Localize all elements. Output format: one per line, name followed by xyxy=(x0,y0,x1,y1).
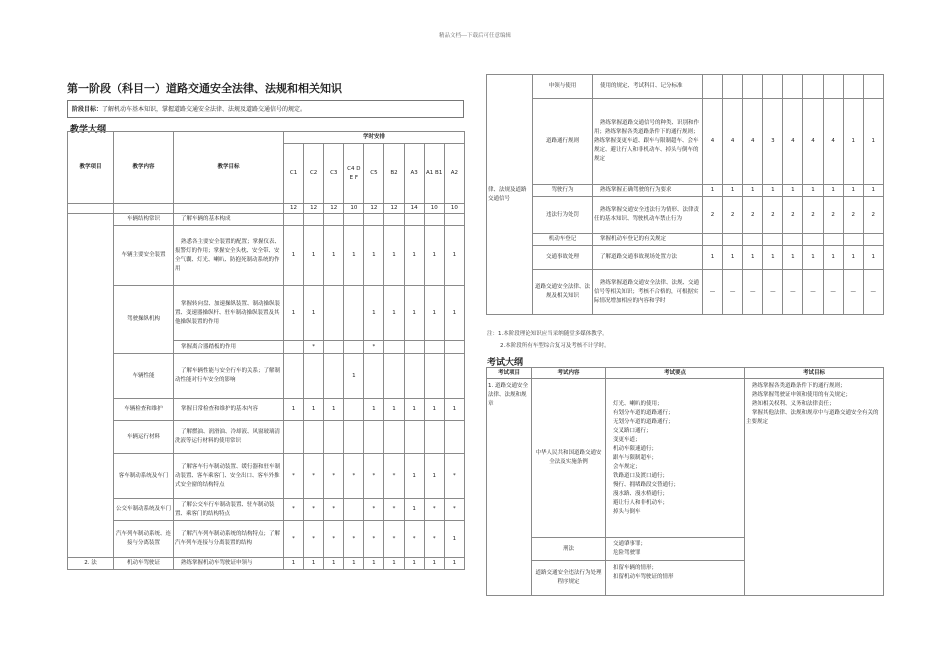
value-cell: 1 xyxy=(783,246,803,270)
class-header: C1 xyxy=(284,144,304,204)
value-cell: 1 xyxy=(763,185,783,197)
exam-header-project: 考试项目 xyxy=(487,368,532,379)
value-cell: — xyxy=(783,270,803,315)
exam-target: 熟练掌握各类道路条件下的通行规则； xyxy=(752,383,846,389)
exam-table xyxy=(486,367,884,596)
value-cell: 1 xyxy=(364,558,384,570)
value-cell: 1 xyxy=(284,399,304,421)
table-row xyxy=(487,185,884,197)
value-cell xyxy=(863,234,883,246)
value-cell: 3 xyxy=(763,99,783,185)
goal-cell: 熟练掌握机动车驾驶证申领与 xyxy=(174,558,284,570)
value-cell: 1 xyxy=(823,246,843,270)
exam-header-content: 考试内容 xyxy=(532,368,606,379)
table-row xyxy=(68,354,465,399)
value-cell xyxy=(863,75,883,99)
exam-point: 交叉路口通行； xyxy=(613,427,652,434)
value-cell: * xyxy=(304,454,324,499)
value-cell: 1 xyxy=(304,558,324,570)
syllabus-table xyxy=(67,131,465,570)
value-cell xyxy=(783,75,803,99)
value-cell: 1 xyxy=(783,185,803,197)
hours-a3: 14 xyxy=(404,204,424,214)
value-cell xyxy=(823,75,843,99)
goal-cell: 了解客车行车制动装置、缓行器和驻车制动装置、客车乘客门、安全出口、客车外推式安全窗的结构特点 xyxy=(174,454,284,499)
value-cell xyxy=(344,421,364,454)
value-cell xyxy=(384,214,404,226)
value-cell: 1 xyxy=(284,226,304,286)
value-cell xyxy=(324,354,344,399)
content-cell: 驾驶行为 xyxy=(533,185,593,197)
value-cell: 2 xyxy=(863,197,883,234)
goal-cell: 熟练掌握正确驾驶的行为要求 xyxy=(593,185,703,197)
value-cell: 4 xyxy=(723,99,743,185)
value-cell xyxy=(284,214,304,226)
value-cell: — xyxy=(843,270,863,315)
value-cell xyxy=(424,421,444,454)
exam-point: 会车规定； xyxy=(613,463,641,470)
class-header: A2 xyxy=(444,144,464,204)
value-cell: 1 xyxy=(763,246,783,270)
value-cell: 1 xyxy=(424,226,444,286)
value-cell: 1 xyxy=(324,558,344,570)
value-cell xyxy=(783,234,803,246)
value-cell: 1 xyxy=(444,521,464,558)
value-cell: 1 xyxy=(384,286,404,341)
value-cell: 1 xyxy=(384,558,404,570)
note-1: 注：1.本阶段理论知识应当采纳随堂多媒体教学。 xyxy=(487,331,608,337)
value-cell: * xyxy=(324,499,344,521)
exam-content-criminal: 刑法 xyxy=(532,538,606,561)
value-cell xyxy=(324,214,344,226)
value-cell: 1 xyxy=(404,558,424,570)
value-cell xyxy=(304,421,324,454)
exam-header-points: 考试要点 xyxy=(606,368,745,379)
value-cell: 1 xyxy=(404,399,424,421)
exam-points-law xyxy=(606,379,745,538)
content-cell: 客车制动系统及车门 xyxy=(114,454,174,499)
class-header: A3 xyxy=(404,144,424,204)
project-cell xyxy=(68,214,114,558)
exam-point: 危险驾驶罪 xyxy=(613,550,641,556)
value-cell: — xyxy=(803,270,823,315)
value-cell: 1 xyxy=(424,286,444,341)
value-cell: * xyxy=(424,521,444,558)
value-cell xyxy=(384,354,404,399)
goal-cell: 使用的规定、考试科目、记分标准 xyxy=(593,75,703,99)
exam-content-law: 中华人民共和国道路交通安全法及实施条例 xyxy=(532,379,606,538)
value-cell: * xyxy=(364,499,384,521)
value-cell: * xyxy=(304,499,324,521)
value-cell xyxy=(304,214,324,226)
value-cell xyxy=(404,354,424,399)
table-row xyxy=(68,214,465,226)
value-cell xyxy=(284,341,304,354)
value-cell: 1 xyxy=(284,286,304,341)
value-cell xyxy=(723,234,743,246)
value-cell: 4 xyxy=(703,99,723,185)
value-cell: 1 xyxy=(843,99,863,185)
exam-point: 无划分车道的道路通行； xyxy=(613,418,674,425)
hours-a2: 10 xyxy=(444,204,464,214)
value-cell: 2 xyxy=(803,197,823,234)
content-cell: 道路通行规则 xyxy=(533,99,593,185)
value-cell: 4 xyxy=(743,99,763,185)
value-cell xyxy=(803,75,823,99)
value-cell: 1 xyxy=(384,226,404,286)
hours-b2: 12 xyxy=(384,204,404,214)
page-title: 第一阶段（科目一）道路交通安全法律、法规和相关知识 xyxy=(67,82,342,95)
value-cell xyxy=(384,421,404,454)
content-cell: 车辆主要安全装置 xyxy=(114,226,174,286)
header-content: 教学内容 xyxy=(114,132,174,204)
value-cell: — xyxy=(723,270,743,315)
value-cell xyxy=(344,341,364,354)
content-cell: 机动车登记 xyxy=(533,234,593,246)
value-cell xyxy=(424,214,444,226)
value-cell: 1 xyxy=(404,286,424,341)
table-row xyxy=(68,226,465,286)
table-row xyxy=(487,234,884,246)
exam-target: 熟练掌握驾驶证申领和使用的有关规定； xyxy=(752,392,852,398)
value-cell: 1 xyxy=(424,454,444,499)
exam-target: 掌握其他法律、法规和规章中与道路交通安全有关的主要规定 xyxy=(746,410,879,425)
goal-cell: 了解公交车行车制动装置、驻车制动装置、乘客门的结构特点 xyxy=(174,499,284,521)
class-header: C2 xyxy=(304,144,324,204)
table-row xyxy=(487,246,884,270)
value-cell: — xyxy=(863,270,883,315)
value-cell: 1 xyxy=(743,246,763,270)
value-cell xyxy=(284,354,304,399)
value-cell xyxy=(843,234,863,246)
table-row xyxy=(487,99,884,185)
value-cell: 2 xyxy=(703,197,723,234)
value-cell: — xyxy=(703,270,723,315)
value-cell: 1 xyxy=(444,558,464,570)
header-hours: 学时安排 xyxy=(284,132,465,144)
value-cell xyxy=(344,286,364,341)
value-cell xyxy=(364,421,384,454)
value-cell: 1 xyxy=(344,558,364,570)
value-cell xyxy=(344,399,364,421)
content-cell: 汽车列车制动系统、连接与分离装置 xyxy=(114,521,174,558)
value-cell: 1 xyxy=(364,286,384,341)
value-cell: 1 xyxy=(743,185,763,197)
header-project: 教学项目 xyxy=(68,132,114,204)
value-cell: * xyxy=(324,454,344,499)
value-cell: 1 xyxy=(424,399,444,421)
value-cell: 1 xyxy=(723,185,743,197)
table-row xyxy=(487,270,884,315)
exam-point: 灯光、喇叭的使用； xyxy=(613,400,663,407)
value-cell xyxy=(743,75,763,99)
table-row xyxy=(487,75,884,99)
table-row xyxy=(68,286,465,341)
value-cell: 1 xyxy=(843,185,863,197)
value-cell: 1 xyxy=(384,399,404,421)
value-cell: * xyxy=(284,454,304,499)
exam-targets xyxy=(745,379,884,596)
value-cell: 1 xyxy=(863,246,883,270)
goal-cell: 掌握机动车登记的有关规定 xyxy=(593,234,703,246)
value-cell: 1 xyxy=(404,454,424,499)
exam-point: 有划分车道的道路通行； xyxy=(613,409,674,416)
content-cell: 车辆结构常识 xyxy=(114,214,174,226)
value-cell: * xyxy=(444,499,464,521)
value-cell xyxy=(444,421,464,454)
value-cell xyxy=(364,214,384,226)
value-cell xyxy=(424,354,444,399)
goal-cell: 熟悉各主要安全装置的配置；掌握仪表、报警灯的作用；掌握安全头枕、安全带、安全气囊、灯光、喇叭、防抱死制动系统的作用 xyxy=(174,226,284,286)
page-header: 精品文档---下载后可任意编辑 xyxy=(439,33,511,39)
exam-point: 铁路道口及渡口通行； xyxy=(613,472,669,479)
stage-goal-text: 了解机动车基本知识，掌握道路交通安全法律、法规及道路交通信号的规定。 xyxy=(102,106,307,113)
value-cell: 1 xyxy=(703,185,723,197)
value-cell xyxy=(743,234,763,246)
exam-point: 慢行、拥堵路段交替通行； xyxy=(613,481,680,488)
goal-cell: 了解车辆的基本构成 xyxy=(174,214,284,226)
value-cell xyxy=(823,234,843,246)
value-cell: * xyxy=(284,499,304,521)
table-row xyxy=(68,521,465,558)
goal-cell: 了解车辆性能与安全行车的关系；了解制动性能对行车安全的影响 xyxy=(174,354,284,399)
value-cell: 1 xyxy=(364,399,384,421)
stage-goal-label: 阶段目标： xyxy=(72,106,103,113)
stage-goal xyxy=(67,100,464,118)
value-cell: 1 xyxy=(803,185,823,197)
value-cell: 1 xyxy=(284,558,304,570)
project-cell: 律、法规及道路交通信号 xyxy=(487,75,533,315)
value-cell xyxy=(763,75,783,99)
hours-c1: 12 xyxy=(284,204,304,214)
goal-cell: 了解道路交通事故现场处置方法 xyxy=(593,246,703,270)
value-cell xyxy=(304,354,324,399)
value-cell: 4 xyxy=(823,99,843,185)
value-cell xyxy=(703,234,723,246)
goal-cell: 了解汽车列车制动系统的结构特点；了解汽车列车连接与分离装置的结构 xyxy=(174,521,284,558)
value-cell xyxy=(384,341,404,354)
goal-cell: 掌握日常检查和维护的基本内容 xyxy=(174,399,284,421)
value-cell xyxy=(444,341,464,354)
table-row xyxy=(68,558,465,570)
syllabus-table-continued xyxy=(486,74,884,315)
hours-c4: 10 xyxy=(344,204,364,214)
content-cell: 机动车驾驶证 xyxy=(114,558,174,570)
value-cell xyxy=(344,499,364,521)
header-goal: 教学目标 xyxy=(174,132,284,204)
value-cell: * xyxy=(344,521,364,558)
class-header: C4 D E F xyxy=(344,144,364,204)
value-cell: * xyxy=(404,521,424,558)
value-cell: 1 xyxy=(344,354,364,399)
value-cell xyxy=(284,421,304,454)
goal-cell: 熟练掌握道路交通信号的种类、识别和作用；熟练掌握各类道路条件下的通行规则；熟练掌握变更车道、跟车与限制超车、会车规定、避让行人和非机动车、掉头与倒车的规定 xyxy=(593,99,703,185)
value-cell: 2 xyxy=(783,197,803,234)
value-cell: 1 xyxy=(803,246,823,270)
table-row xyxy=(68,399,465,421)
value-cell: * xyxy=(364,521,384,558)
value-cell: 1 xyxy=(444,399,464,421)
value-cell: — xyxy=(823,270,843,315)
table-row xyxy=(68,454,465,499)
table-row xyxy=(68,421,465,454)
value-cell: 1 xyxy=(823,185,843,197)
goal-cell: 熟练掌握交通安全违法行为情形、法律责任的基本知识、驾驶机动车禁止行为 xyxy=(593,197,703,234)
table-row xyxy=(487,197,884,234)
value-cell xyxy=(763,234,783,246)
value-cell: 1 xyxy=(863,99,883,185)
hours-a1b1: 10 xyxy=(424,204,444,214)
value-cell: * xyxy=(384,454,404,499)
value-cell: * xyxy=(304,341,324,354)
exam-content-procedure: 道路交通安全违法行为处理程序规定 xyxy=(532,561,606,596)
class-header: C5 xyxy=(364,144,384,204)
hours-c2: 12 xyxy=(304,204,324,214)
exam-project: 1. 道路交通安全法律、法规和规章 xyxy=(487,379,532,596)
value-cell: * xyxy=(324,521,344,558)
goal-cell: 熟练掌握道路交通安全法律、法规、交通信号等相关知识；考核不合格的，可根据实际情况增加相应的内容和学时 xyxy=(593,270,703,315)
content-cell: 申领与使用 xyxy=(533,75,593,99)
content-cell: 违法行为处罚 xyxy=(533,197,593,234)
value-cell: * xyxy=(364,341,384,354)
value-cell: * xyxy=(444,454,464,499)
value-cell xyxy=(324,286,344,341)
content-cell: 车辆性能 xyxy=(114,354,174,399)
value-cell: — xyxy=(763,270,783,315)
project-cell: 2. 法 xyxy=(68,558,114,570)
exam-target: 熟知相关权利、义务和法律责任； xyxy=(752,401,835,407)
class-header: B2 xyxy=(384,144,404,204)
value-cell: 2 xyxy=(823,197,843,234)
value-cell: 4 xyxy=(803,99,823,185)
goal-cell: 掌握转向盘、加速操纵装置、制动操纵装置、变速器操纵杆、驻车制动操纵装置及其他操纵装置的作用 xyxy=(174,286,284,341)
value-cell: * xyxy=(344,454,364,499)
value-cell: * xyxy=(304,521,324,558)
value-cell xyxy=(703,75,723,99)
value-cell: * xyxy=(364,454,384,499)
goal-cell: 了解燃油、润滑油、冷却液、风窗玻璃清洗液等运行材料的使用常识 xyxy=(174,421,284,454)
hours-c3: 12 xyxy=(324,204,344,214)
value-cell: 1 xyxy=(304,399,324,421)
exam-points-criminal xyxy=(606,538,745,561)
syllabus-heading: 教学大纲 xyxy=(70,125,107,135)
exam-heading: 考试大纲 xyxy=(487,358,524,368)
value-cell xyxy=(324,341,344,354)
value-cell xyxy=(424,341,444,354)
value-cell: 1 xyxy=(424,558,444,570)
value-cell xyxy=(404,421,424,454)
exam-point: 掉头与倒车 xyxy=(613,508,641,515)
content-cell: 公交车制动系统及车门 xyxy=(114,499,174,521)
value-cell: * xyxy=(384,499,404,521)
content-cell: 道路交通安全法律、法规及相关知识 xyxy=(533,270,593,315)
hours-c5: 12 xyxy=(364,204,384,214)
value-cell: 2 xyxy=(723,197,743,234)
value-cell xyxy=(404,214,424,226)
value-cell: 1 xyxy=(304,286,324,341)
value-cell: 1 xyxy=(703,246,723,270)
value-cell: 4 xyxy=(783,99,803,185)
value-cell: 1 xyxy=(324,399,344,421)
value-cell: 1 xyxy=(444,286,464,341)
exam-point: 交通肇事罪； xyxy=(613,541,647,547)
content-cell: 车辆检查和维护 xyxy=(114,399,174,421)
value-cell: * xyxy=(384,521,404,558)
exam-point: 漫水路、漫水桥通行； xyxy=(613,490,669,497)
note-2: 2.本阶段所有车型综合复习及考核不计学时。 xyxy=(500,343,610,349)
goal-cell: 掌握离合器踏板的作用 xyxy=(174,341,284,354)
value-cell: — xyxy=(743,270,763,315)
exam-header-target: 考试目标 xyxy=(745,368,884,379)
value-cell: 1 xyxy=(863,185,883,197)
exam-point: 避让行人和非机动车； xyxy=(613,499,669,506)
value-cell: 1 xyxy=(324,226,344,286)
value-cell xyxy=(344,214,364,226)
value-cell: * xyxy=(284,521,304,558)
class-header: A1 B1 xyxy=(424,144,444,204)
exam-point: 跟车与限制超车； xyxy=(613,454,658,461)
value-cell xyxy=(444,354,464,399)
value-cell xyxy=(444,214,464,226)
exam-point: 扣留机动车驾驶证的情形 xyxy=(613,574,674,580)
class-header: C3 xyxy=(324,144,344,204)
value-cell: 1 xyxy=(444,226,464,286)
value-cell: 1 xyxy=(404,226,424,286)
content-cell: 交通事故处理 xyxy=(533,246,593,270)
value-cell: 1 xyxy=(344,226,364,286)
value-cell: 1 xyxy=(304,226,324,286)
value-cell: 1 xyxy=(843,246,863,270)
exam-points-procedure xyxy=(606,561,745,596)
exam-point: 机动车限速通行； xyxy=(613,445,658,452)
value-cell xyxy=(803,234,823,246)
value-cell: 2 xyxy=(763,197,783,234)
exam-point: 变更车道； xyxy=(613,436,641,443)
value-cell: * xyxy=(424,499,444,521)
value-cell: 1 xyxy=(404,499,424,521)
value-cell: 2 xyxy=(843,197,863,234)
value-cell: 2 xyxy=(743,197,763,234)
value-cell xyxy=(723,75,743,99)
value-cell xyxy=(843,75,863,99)
table-row xyxy=(68,499,465,521)
value-cell xyxy=(404,341,424,354)
value-cell xyxy=(324,421,344,454)
value-cell: 1 xyxy=(364,226,384,286)
value-cell xyxy=(364,354,384,399)
content-cell: 驾驶操纵机构 xyxy=(114,286,174,354)
exam-point: 扣留车辆的情形； xyxy=(613,565,658,571)
value-cell: 1 xyxy=(723,246,743,270)
content-cell: 车辆运行材料 xyxy=(114,421,174,454)
